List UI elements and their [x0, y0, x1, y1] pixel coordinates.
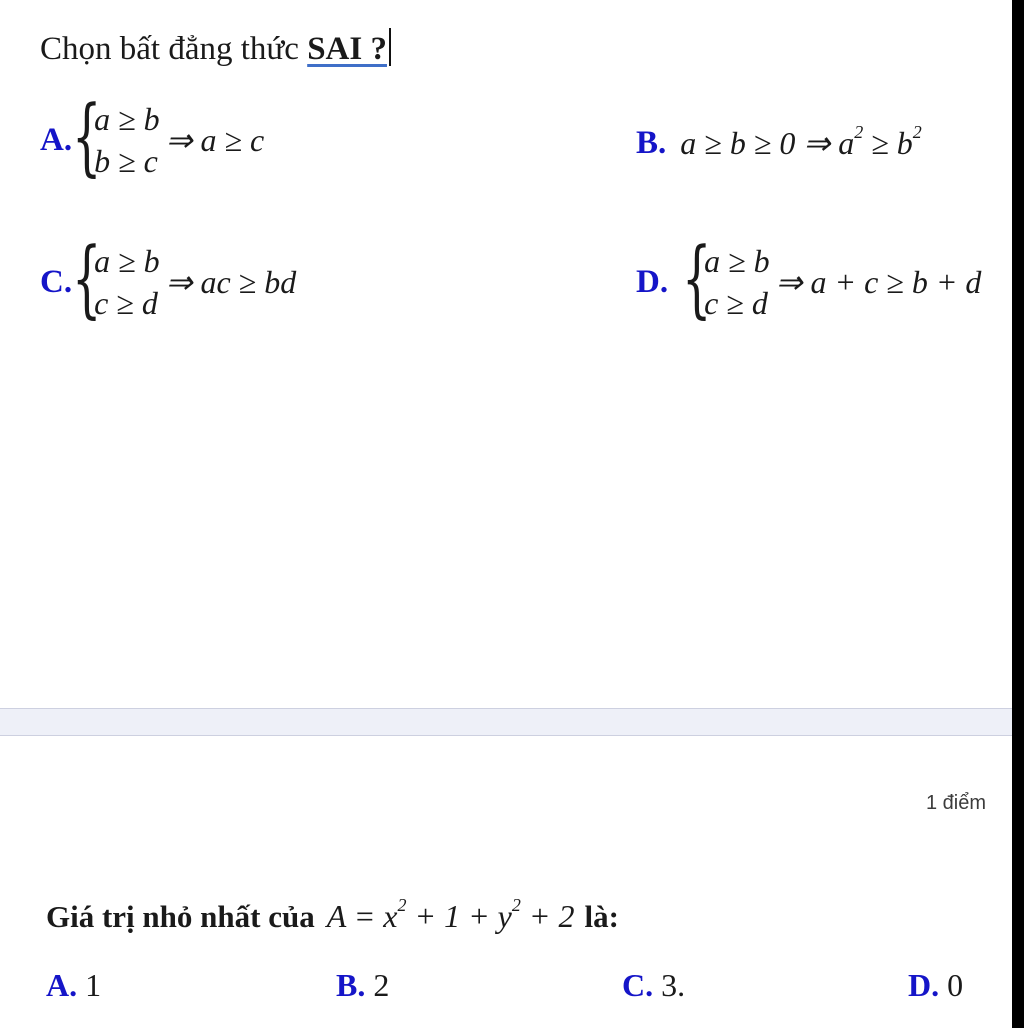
answer-a-label: A. [46, 967, 78, 1003]
question2-expression [326, 895, 575, 935]
option-c-label: C. [40, 263, 73, 300]
option-b-expression [680, 124, 922, 162]
option-b-label: B. [636, 124, 667, 161]
option-a-conclusion: ⇒ a ≥ c [165, 122, 265, 158]
answer-c-value: 3. [653, 967, 686, 1003]
exp-x: 2 [397, 895, 407, 915]
answer-c-label: C. [622, 967, 654, 1003]
answer-d-value: 0 [939, 967, 964, 1003]
option-a[interactable] [40, 87, 265, 185]
option-b-exp1: 2 [854, 122, 864, 142]
answer-b[interactable] [336, 967, 389, 1004]
option-c-system [72, 229, 160, 327]
option-b[interactable] [636, 124, 922, 162]
section-divider [0, 708, 1012, 736]
answer-b-label: B. [336, 967, 366, 1003]
option-a-line1: a ≥ b [94, 101, 160, 137]
answer-a-value: 1 [77, 967, 102, 1003]
answer-c[interactable] [622, 967, 685, 1004]
brace-icon: { [72, 229, 102, 327]
option-c-line1: a ≥ b [94, 243, 160, 279]
option-b-expr-mid: ≥ b [863, 125, 913, 161]
option-b-expr-main: a ≥ b ≥ 0 ⇒ a [680, 125, 855, 161]
expr-b: + 1 + y [406, 898, 512, 934]
answer-d-label: D. [908, 967, 940, 1003]
question2-prefix: Giá trị nhỏ nhất của [46, 899, 315, 934]
option-d-line1: a ≥ b [704, 243, 770, 279]
brace-icon: { [72, 87, 102, 185]
answer-a[interactable] [46, 967, 101, 1004]
option-d-line2: c ≥ d [704, 285, 768, 321]
option-b-exp2: 2 [912, 122, 922, 142]
answer-d[interactable] [908, 967, 963, 1004]
expr-c: + 2 [520, 898, 575, 934]
question1-prefix: Chọn bất đẳng thức [40, 31, 299, 67]
question1-title [40, 28, 391, 68]
option-a-label: A. [40, 121, 73, 158]
brace-icon: { [682, 229, 712, 327]
question1-emphasis: SAI ? [307, 31, 387, 67]
question2-suffix: là: [584, 899, 619, 934]
option-c[interactable] [40, 229, 297, 327]
expr-a: A = x [326, 898, 398, 934]
option-d-system [682, 229, 770, 327]
exp-y: 2 [511, 895, 521, 915]
option-c-conclusion: ⇒ ac ≥ bd [165, 264, 297, 300]
option-d-conclusion: ⇒ a + c ≥ b + d [775, 264, 982, 300]
option-c-line2: c ≥ d [94, 285, 158, 321]
option-a-line2: b ≥ c [94, 143, 158, 179]
points-label: 1 điểm [926, 792, 987, 814]
window-edge [1012, 0, 1024, 1028]
option-d-label: D. [636, 263, 669, 300]
option-d[interactable] [636, 229, 982, 327]
question2-title [46, 895, 619, 935]
answer-b-value: 2 [365, 967, 390, 1003]
text-cursor [389, 28, 391, 66]
option-a-system [72, 87, 160, 185]
